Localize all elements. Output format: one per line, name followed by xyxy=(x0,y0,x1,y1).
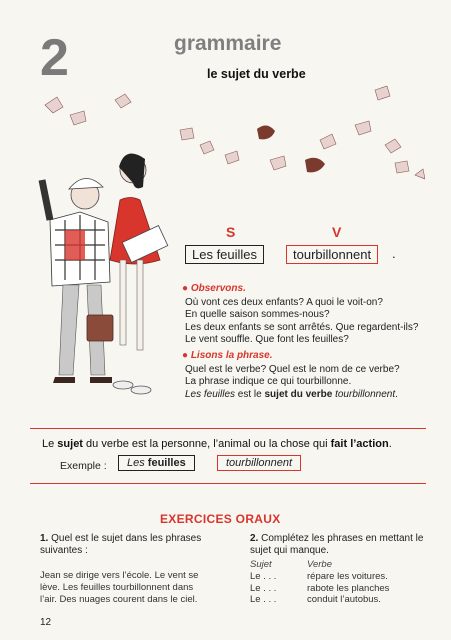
text-span: fait l’action xyxy=(330,438,389,450)
grammar-rule xyxy=(42,438,392,450)
observons-heading-text: Observons. xyxy=(190,283,246,294)
lisons-line-3 xyxy=(185,389,400,401)
text-span: est le xyxy=(235,388,265,400)
subject-box: Les feuilles xyxy=(185,245,264,264)
column-header-sujet: Sujet xyxy=(250,559,272,570)
bullet-dot: ● xyxy=(182,350,191,361)
divider-top xyxy=(30,428,426,429)
exercise-2 xyxy=(250,533,440,558)
lisons-line: Quel est le verbe? Quel est le nom de ce verbe? xyxy=(185,364,400,375)
lisons-line: La phrase indique ce qui tourbillonne. xyxy=(185,376,352,388)
observons-text xyxy=(185,297,418,346)
sujet-blank: Le . . . xyxy=(250,582,277,594)
observons-line: En quelle saison sommes-nous? xyxy=(185,309,330,321)
lisons-heading xyxy=(182,350,273,361)
lisons-heading-text: Lisons la phrase. xyxy=(190,350,273,361)
exercise-2-question xyxy=(250,533,440,545)
exercise-number: 1. xyxy=(40,533,49,544)
girl-figure xyxy=(110,154,168,394)
text-span: . xyxy=(395,388,398,400)
subject-marker: S xyxy=(226,224,236,240)
observons-line: Le vent souffle. Que font les feuilles? xyxy=(185,333,349,345)
text-span: Complétez les phrases en mettant le xyxy=(258,533,424,544)
text-span: sujet du verbe xyxy=(264,388,333,400)
exercise-number: 2. xyxy=(250,533,259,544)
exercise-1-question-line2: suivantes : xyxy=(40,545,88,557)
text-span: Les feuilles xyxy=(185,388,236,400)
observons-heading xyxy=(182,283,246,294)
column-header-verbe: Verbe xyxy=(307,559,332,570)
text-span: feuilles xyxy=(147,457,186,469)
lisons-text xyxy=(185,364,400,401)
sujet-blank: Le . . . xyxy=(250,594,277,605)
example-subject-box xyxy=(118,455,195,471)
text-span: sujet xyxy=(57,438,83,450)
text-span: Quel est le sujet dans les phrases xyxy=(48,533,202,544)
sujet-blank: Le . . . xyxy=(250,571,277,582)
verb-box: tourbillonnent xyxy=(286,245,378,264)
brown-leaves xyxy=(257,125,325,172)
text-span: Les xyxy=(127,457,148,469)
divider-bottom xyxy=(30,483,426,484)
verb-marker: V xyxy=(332,224,342,240)
exercise-2-question-line2: sujet qui manque. xyxy=(250,545,329,557)
verbe-column xyxy=(307,571,389,606)
exercises-heading: EXERCICES ORAUX xyxy=(160,512,281,526)
bullet-dot: ● xyxy=(182,283,191,294)
exercise-1 xyxy=(40,533,230,606)
verbe-text: répare les voitures. xyxy=(307,571,388,582)
example-verb-box: tourbillonnent xyxy=(217,455,301,471)
observons-line: Où vont ces deux enfants? A quoi le voit-on? xyxy=(185,297,383,308)
exercise-1-question xyxy=(40,533,230,545)
page-number: 12 xyxy=(40,617,52,628)
verbe-text: rabote les planches xyxy=(307,582,390,594)
exercise-1-line: l’air. Des nuages courent dans le ciel. xyxy=(40,594,198,606)
boy-figure xyxy=(42,178,113,383)
lesson-number: 2 xyxy=(40,29,69,87)
text-span: Le xyxy=(42,438,58,450)
example-label: Exemple : xyxy=(60,460,107,472)
sentence-period: . xyxy=(392,246,396,261)
text-span: tourbillonnent xyxy=(335,388,396,400)
text-span: . xyxy=(388,438,392,450)
falling-leaves xyxy=(45,86,425,179)
text-span: du verbe est la personne, l’animal ou la chose qui xyxy=(82,438,331,450)
sujet-column xyxy=(250,571,276,606)
exercise-1-line: Jean se dirige vers l’école. Le vent se xyxy=(40,569,199,581)
exercise-1-line: lève. Les feuilles tourbillonnent dans xyxy=(40,581,194,593)
observons-line: Les deux enfants se sont arrêtés. Que regardent-ils? xyxy=(185,321,419,333)
page-title: grammaire xyxy=(174,32,282,55)
page-subtitle: le sujet du verbe xyxy=(207,67,306,81)
verbe-text: conduit l’autobus. xyxy=(307,594,381,605)
